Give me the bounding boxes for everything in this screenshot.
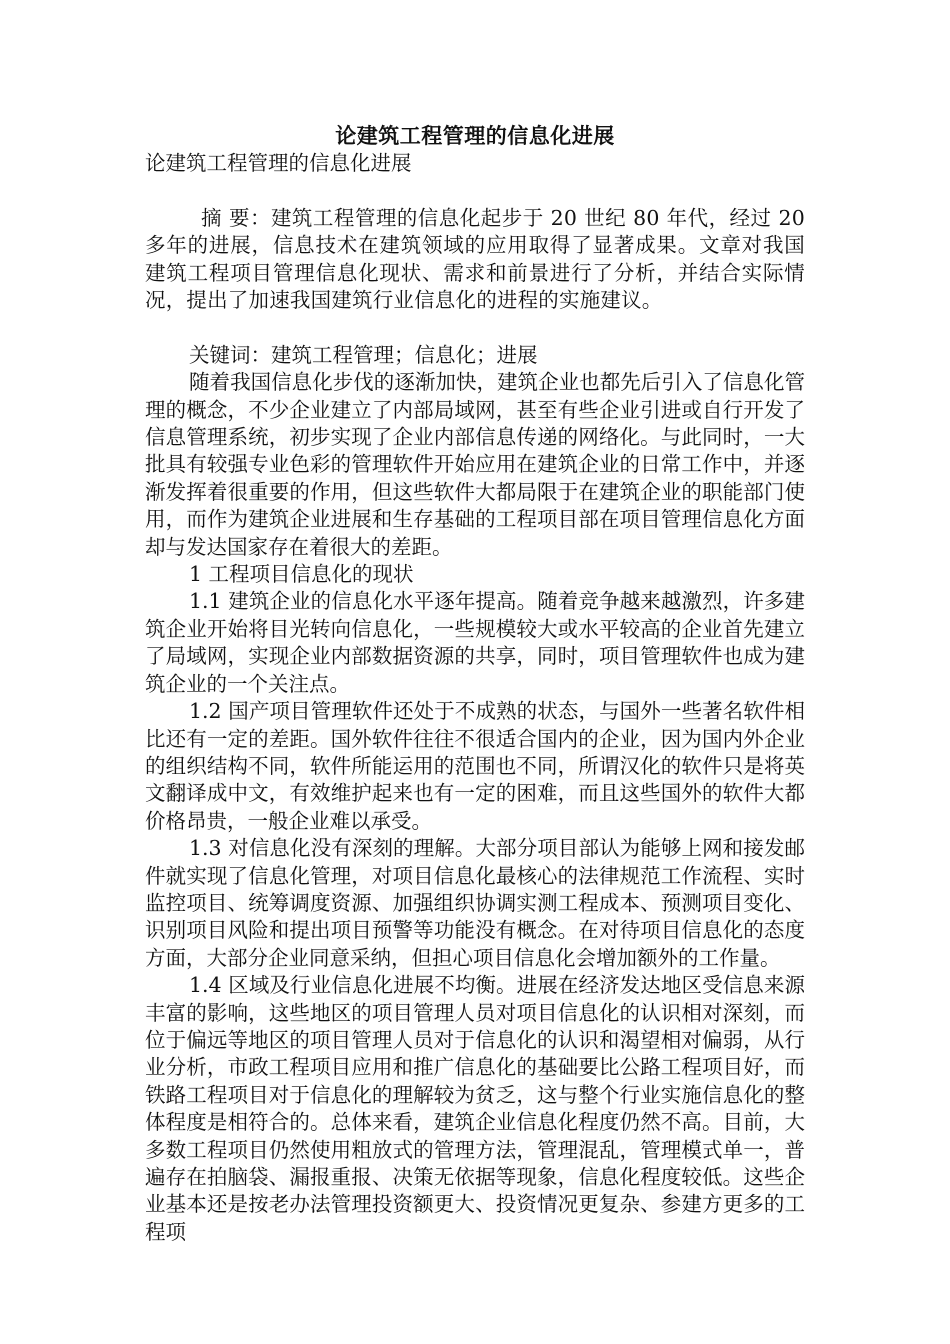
paragraph-1-1: 1.1 建筑企业的信息化水平逐年提高。随着竞争越来越激烈，许多建筑企业开始将目光转向信息化，一些规模较大或水平较高的企业首先建立了局域网，实现企业内部数据资源的共享，同时，项目管理软件也成为建筑企业的一个关注点。 xyxy=(145,589,805,696)
keywords-line: 关键词：建筑工程管理；信息化；进展 xyxy=(189,342,538,367)
blank-line xyxy=(145,177,805,204)
abstract-paragraph: 摘 要：建筑工程管理的信息化起步于 20 世纪 80 年代，经过 20 多年的进展，信息技术在建筑领域的应用取得了显著成果。文章对我国建筑工程项目管理信息化现状、需求和前景进行了分析，并结合实际情况，提出了加速我国建筑行业信息化的进程的实施建议。 xyxy=(145,205,805,313)
document-title: 论建筑工程管理的信息化进展 xyxy=(335,123,615,148)
document-subtitle: 论建筑工程管理的信息化进展 xyxy=(145,151,412,175)
document-body xyxy=(145,150,805,1246)
blank-line xyxy=(145,314,805,341)
intro-paragraph: 随着我国信息化步伐的逐渐加快，建筑企业也都先后引入了信息化管理的概念，不少企业建立了内部局域网，甚至有些企业引进或自行开发了信息管理系统，初步实现了企业内部信息传递的网络化。与此同时，一大批具有较强专业色彩的管理软件开始应用在建筑企业的日常工作中，并逐渐发挥着很重要的作用，但这些软件大都局限于在建筑企业的职能部门使用，而作为建筑企业进展和生存基础的工程项目部在项目管理信息化方面却与发达国家存在着很大的差距。 xyxy=(145,370,805,559)
section-heading-1: 1 工程项目信息化的现状 xyxy=(189,562,414,587)
paragraph-1-2: 1.2 国产项目管理软件还处于不成熟的状态，与国外一些著名软件相比还有一定的差距。国外软件往往不很适合国内的企业，因为国内外企业的组织结构不同，软件所能运用的范围也不同，所谓汉化的软件只是将英文翻译成中文，有效维护起来也有一定的困难，而且这些国外的软件大都价格昂贵，一般企业难以承受。 xyxy=(145,699,805,833)
paragraph-1-3: 1.3 对信息化没有深刻的理解。大部分项目部认为能够上网和接发邮件就实现了信息化管理，对项目信息化最核心的法律规范工作流程、实时监控项目、统筹调度资源、加强组织协调实测工程成本、预测项目变化、识别项目风险和提出项目预警等功能没有概念。在对待项目信息化的态度方面，大部分企业同意采纳，但担心项目信息化会增加额外的工作量。 xyxy=(145,836,805,970)
paragraph-1-4: 1.4 区域及行业信息化进展不均衡。进展在经济发达地区受信息来源丰富的影响，这些地区的项目管理人员对项目信息化的认识相对深刻，而位于偏远等地区的项目管理人员对于信息化的认识和渴望相对偏弱，从行业分析，市政工程项目应用和推广信息化的基础要比公路工程项目好，而铁路工程项目对于信息化的理解较为贫乏，这与整个行业实施信息化的整体程度是相符合的。总体来看，建筑企业信息化程度仍然不高。目前，大多数工程项目仍然使用粗放式的管理方法，管理混乱，管理模式单一，普遍存在拍脑袋、漏报重报、决策无依据等现象，信息化程度较低。这些企业基本还是按老办法管理投资额更大、投资情况更复杂、参建方更多的工程项 xyxy=(145,973,805,1244)
